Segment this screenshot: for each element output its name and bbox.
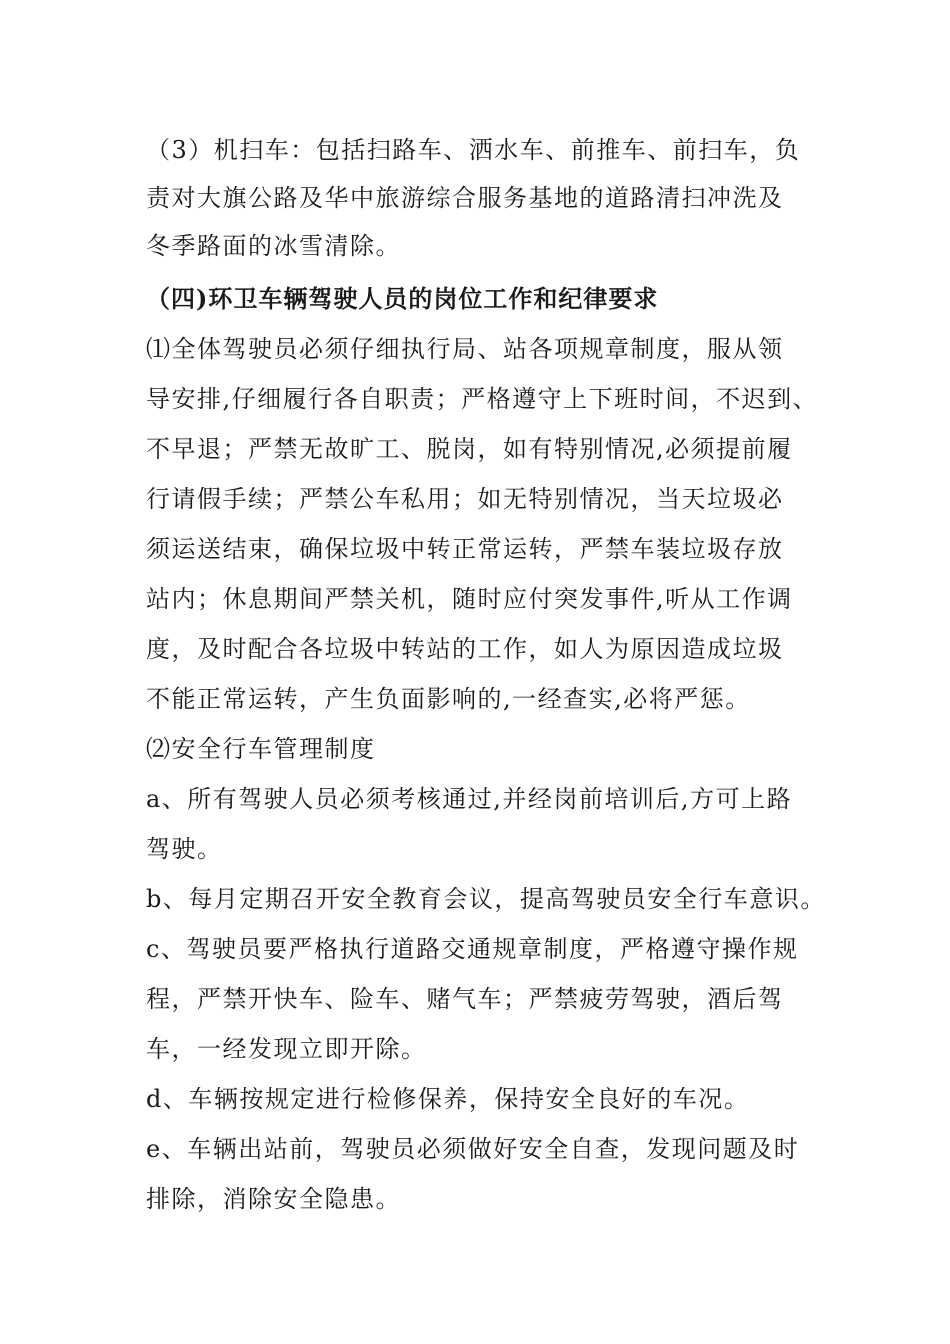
text-line: 责对大旗公路及华中旅游综合服务基地的道路清扫冲洗及 <box>146 184 784 212</box>
section-heading: （四)环卫车辆驾驶人员的岗位工作和纪律要求 <box>146 284 659 313</box>
text-line: d、车辆按规定进行检修保养，保持安全良好的车况。 <box>146 1085 750 1113</box>
text-line: 不能正常运转，产生负面影响的,一经查实,必将严惩。 <box>146 685 751 713</box>
text-line: 行请假手续；严禁公车私用；如无特别情况，当天垃圾必 <box>146 485 784 513</box>
text-line: 不早退；严禁无故旷工、脱岗，如有特别情况,必须提前履 <box>146 435 793 463</box>
text-line: c、驾驶员要严格执行道路交通规章制度，严格遵守操作规 <box>146 935 799 963</box>
text-line: 驾驶。 <box>146 835 223 863</box>
text-line: ⑴全体驾驶员必须仔细执行局、站各项规章制度，服从领 <box>146 335 784 363</box>
text-line: 站内；休息期间严禁关机，随时应付突发事件,听从工作调 <box>146 585 793 613</box>
subsection-title: ⑵安全行车管理制度 <box>146 735 376 763</box>
text-line: 程，严禁开快车、险车、赌气车；严禁疲劳驾驶，酒后驾 <box>146 985 784 1013</box>
text-line: 车，一经发现立即开除。 <box>146 1035 427 1063</box>
text-line: a、所有驾驶人员必须考核通过,并经岗前培训后,方可上路 <box>146 785 793 813</box>
text-line: 排除，消除安全隐患。 <box>146 1185 401 1213</box>
text-line: 冬季路面的冰雪清除。 <box>146 232 401 260</box>
text-line: 度，及时配合各垃圾中转站的工作，如人为原因造成垃圾 <box>146 635 784 663</box>
text-line: （3）机扫车：包括扫路车、洒水车、前推车、前扫车，负 <box>146 136 801 164</box>
text-line: e、车辆出站前，驾驶员必须做好安全自查，发现问题及时 <box>146 1135 800 1163</box>
text-line: b、每月定期召开安全教育会议，提高驾驶员安全行车意识。 <box>146 885 826 913</box>
text-line: 须运送结束，确保垃圾中转正常运转，严禁车装垃圾存放 <box>146 535 784 563</box>
text-line: 导安排,仔细履行各自职责；严格遵守上下班时间，不迟到、 <box>146 385 819 413</box>
